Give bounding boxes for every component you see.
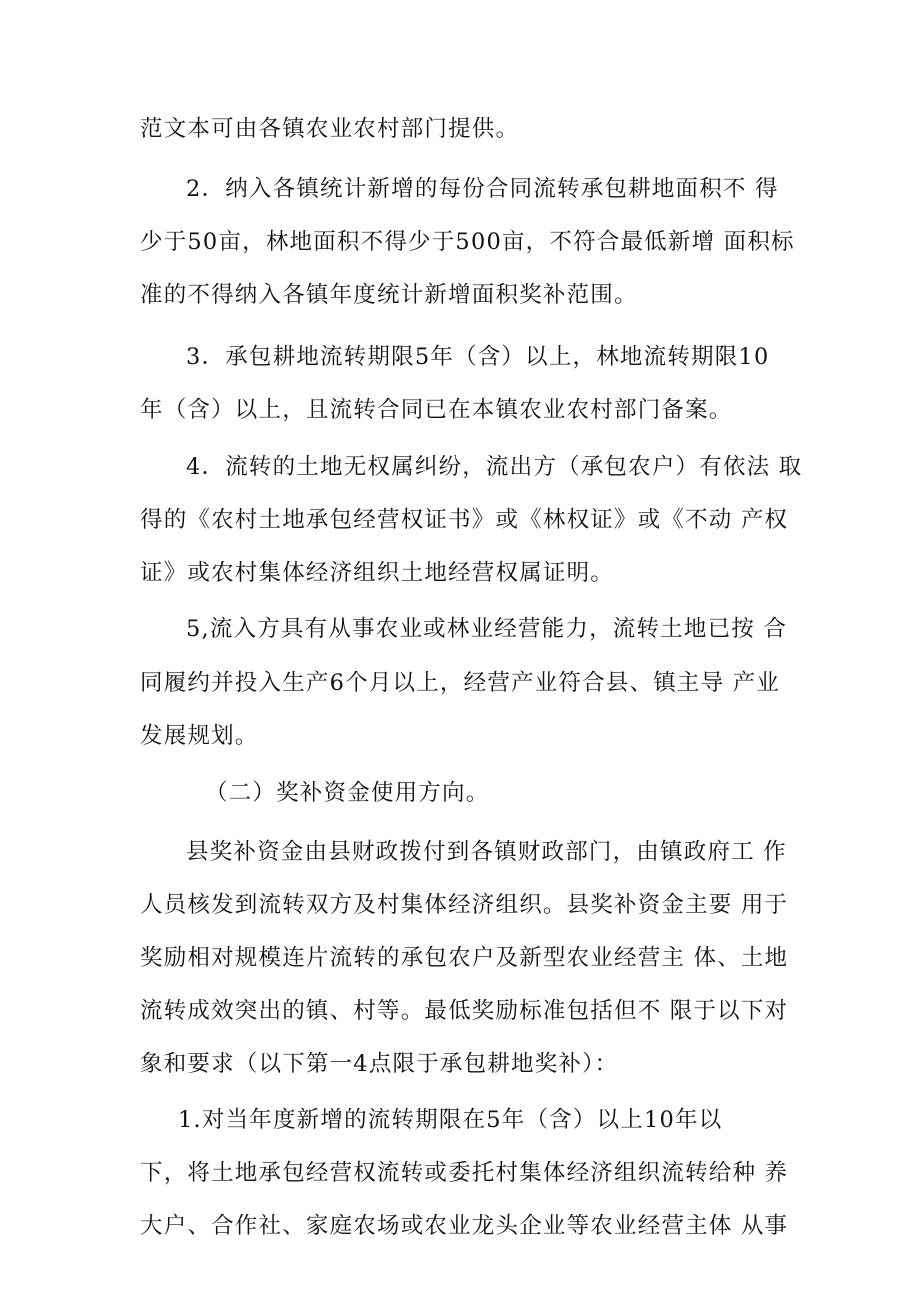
body-text-line: 准的不得纳入各镇年度统计新增面积奖补范围。 <box>140 282 638 308</box>
body-text-line: 县奖补资金由县财政拨付到各镇财政部门，由镇政府工 作 <box>186 839 787 865</box>
body-text-line: 流转成效突出的镇、村等。最低奖励标准包括但不 限于以下对 <box>140 998 789 1024</box>
body-text-line: 同履约并投入生产6个月以上，经营产业符合县、镇主导 产业 <box>140 670 781 696</box>
body-text-line: 下，将土地承包经营权流转或委托村集体经济组织流转给种 养 <box>140 1160 789 1186</box>
body-text-line: 大户、合作社、家庭农场或农业龙头企业等农业经营主体 从事 <box>140 1213 789 1239</box>
body-text-line: 发展规划。 <box>140 723 259 749</box>
body-text-line: 象和要求（以下第一4点限于承包耕地奖补）： <box>140 1051 619 1077</box>
section-heading: （二）奖补资金使用方向。 <box>205 780 490 806</box>
body-text-line: 范文本可由各镇农业农村部门提供。 <box>140 116 520 142</box>
body-text-line: 2．纳入各镇统计新增的每份合同流转承包耕地面积不 得 <box>186 176 779 202</box>
body-text-line: 4．流转的土地无权属纠纷，流出方（承包农户）有依法 取 <box>186 454 803 480</box>
body-text-line: 1.对当年度新增的流转期限在5年（含）以上10年以 <box>178 1107 723 1133</box>
body-text-line: 少于50亩，林地面积不得少于500亩，不符合最低新增 面积标 <box>140 229 795 255</box>
body-text-line: 得的《农村土地承包经营权证书》或《林权证》或《不动 产权 <box>140 507 789 533</box>
body-text-line: 证》或农村集体经济组织土地经营权属证明。 <box>140 560 615 586</box>
body-text-line: 人员核发到流转双方及村集体经济组织。县奖补资金主要 用于 <box>140 892 789 918</box>
body-text-line: 年（含）以上，且流转合同已在本镇农业农村部门备案。 <box>140 397 733 423</box>
body-text-line: 3．承包耕地流转期限5年（含）以上，林地流转期限10 <box>186 344 770 370</box>
body-text-line: 奖励相对规模连片流转的承包农户及新型农业经营主 体、土地 <box>140 945 789 971</box>
body-text-line: 5,流入方具有从事农业或林业经营能力，流转土地已按 合 <box>186 616 788 642</box>
